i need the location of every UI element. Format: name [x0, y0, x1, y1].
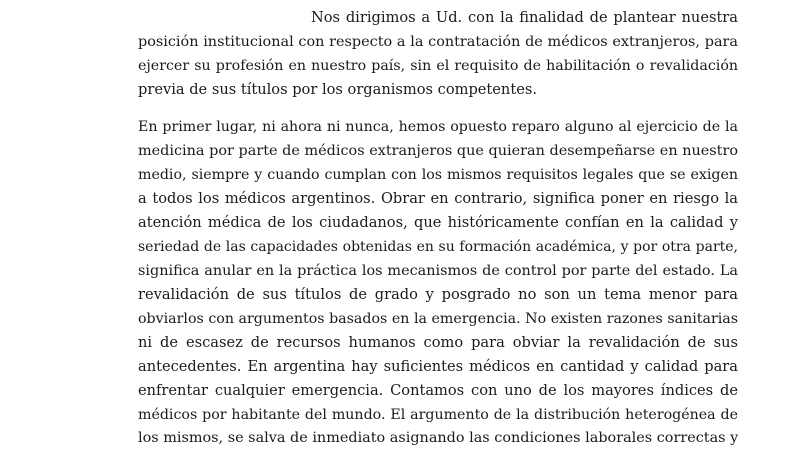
paragraph-2-line-5: atención médica de los ciudadanos, que históricamente confían en la calidad y [138, 214, 738, 231]
paragraph-2-line-10: ni de escasez de recursos humanos como para obviar la revalidación de sus [138, 334, 738, 351]
paragraph-2-line-14: los mismos, se salva de inmediato asignando las condiciones laborales correctas y [138, 430, 739, 446]
paragraph-1-line-4: previa de sus títulos por los organismos competentes. [138, 81, 537, 98]
paragraph-2-line-1: En primer lugar, ni ahora ni nunca, hemos opuesto reparo alguno al ejercicio de la [138, 119, 738, 135]
paragraph-2-line-4: a todos los médicos argentinos. Obrar en contrario, significa poner en riesgo la [138, 190, 738, 207]
paragraph-2-line-11: antecedentes. En argentina hay suficientes médicos en cantidad y calidad para [138, 358, 738, 375]
paragraph-2-line-7: significa anular en la práctica los mecanismos de control por parte del estado. La [138, 263, 738, 279]
paragraph-1-line-1: Nos dirigimos a Ud. con la finalidad de plantear nuestra [311, 9, 738, 26]
paragraph-2-line-6: seriedad de las capacidades obtenidas en su formación académica, y por otra parte, [138, 239, 738, 255]
paragraph-2-line-2: medicina por parte de médicos extranjeros que quieran desempeñarse en nuestro [138, 143, 738, 159]
paragraph-2-line-13: médicos por habitante del mundo. El argumento de la distribución heterogénea de [138, 407, 738, 423]
paragraph-2-line-8: revalidación de sus títulos de grado y posgrado no son un tema menor para [138, 286, 738, 303]
paragraph-2-line-9: obviarlos con argumentos basados en la emergencia. No existen razones sanitarias [138, 311, 738, 327]
paragraph-2-line-3: medio, siempre y cuando cumplan con los mismos requisitos legales que se exigen [138, 167, 738, 183]
paragraph-1-line-3: ejercer su profesión en nuestro país, sin el requisito de habilitación o revalidación [138, 58, 738, 74]
paragraph-1-line-2: posición institucional con respecto a la contratación de médicos extranjeros, para [138, 34, 738, 50]
paragraph-2-line-12: enfrentar cualquier emergencia. Contamos con uno de los mayores índices de [138, 382, 738, 399]
